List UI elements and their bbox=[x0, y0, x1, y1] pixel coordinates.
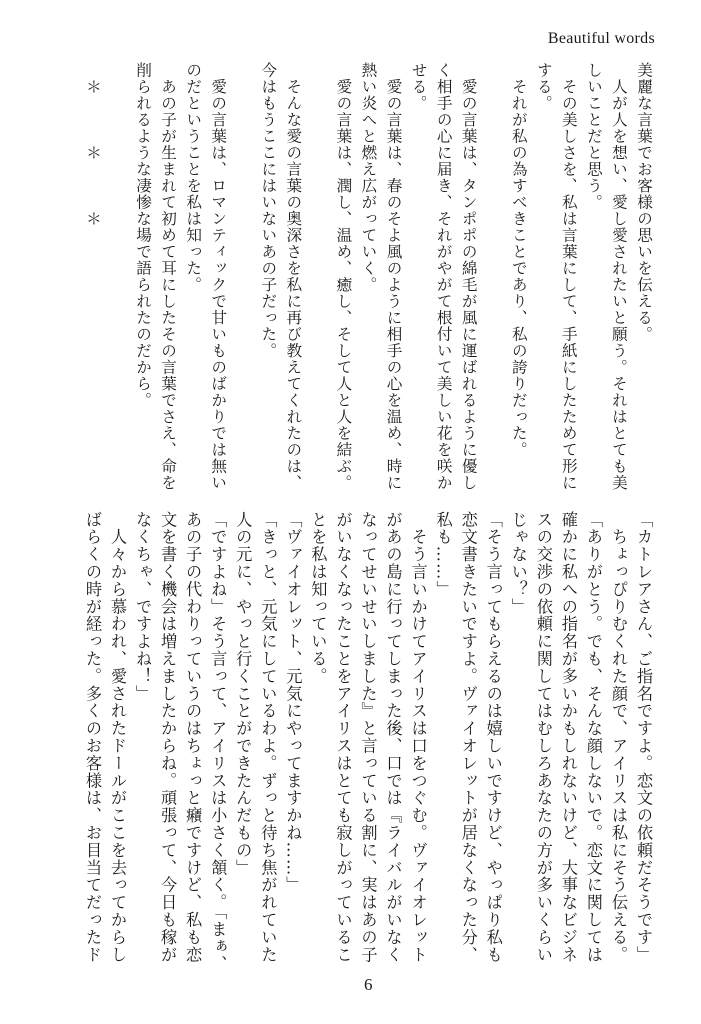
text-column: じゃない？」 bbox=[508, 511, 528, 616]
text-column: 人が人を想い、愛し愛されたいと願う。それはとても美 bbox=[609, 62, 628, 491]
text-column: ばらくの時が経った。多くのお客様は、お目当てだったド bbox=[82, 511, 102, 964]
bottom-text-tier bbox=[80, 511, 656, 981]
text-column: 文を書く機会は増えましたからね。頑張って、今日も稼が bbox=[158, 511, 178, 964]
text-column: ちょっぴりむくれた顔で、アイリスは私にそう伝える。 bbox=[608, 511, 628, 964]
text-column: せる。 bbox=[409, 62, 428, 112]
text-column bbox=[305, 62, 330, 482]
text-column: 「ですよね」そう言って、アイリスは小さく頷く。「まぁ、 bbox=[208, 511, 228, 973]
text-column: 熱い炎へと燃え広がっていく。 bbox=[359, 62, 378, 293]
text-column: 愛の言葉は、春のそよ風のように相手の心を温め、時に bbox=[384, 62, 403, 491]
text-column: 人の元に、やっと行くことができたんだもの」 bbox=[233, 511, 253, 877]
text-column: 人々から慕われ、愛されたドールがここを去ってからし bbox=[108, 511, 128, 964]
top-text-tier bbox=[80, 62, 656, 491]
text-column bbox=[230, 62, 255, 482]
text-column: 「ありがとう。でも、そんな顔しないで。恋文に関しては bbox=[583, 511, 603, 964]
text-column: 恋文書きたいですよ。ヴァイオレットが居なくなった分、 bbox=[458, 511, 478, 964]
text-column: とを私は知っている。 bbox=[308, 511, 328, 685]
text-column: 「きっと、元気にしているわよ。ずっと待ち焦がれていた bbox=[258, 511, 278, 964]
text-column: 確かに私への指名が多いかもしれないけど、大事なビジネ bbox=[558, 511, 578, 964]
text-column: その美しさを、私は言葉にして、手紙にしたためて形に bbox=[559, 62, 578, 491]
text-column: 美麗な言葉でお客様の思いを伝える。 bbox=[635, 62, 653, 343]
text-column: があの島に行ってしまった後、口では『ライバルがいなく bbox=[383, 511, 403, 964]
text-column: 削られるような凄惨な場で語られたのだから。 bbox=[134, 62, 153, 409]
text-column: ＊ ＊ ＊ bbox=[83, 62, 102, 227]
text-column: く相手の心に届き、それがやがて根付いて美しい花を咲か bbox=[434, 62, 453, 491]
running-title: Beautiful words bbox=[547, 30, 655, 47]
text-column: しいことだと思う。 bbox=[584, 62, 603, 211]
text-column bbox=[481, 62, 506, 482]
text-column bbox=[105, 62, 130, 482]
text-column: あの子の代わりっていうのはちょっと癪ですけど、私も恋 bbox=[183, 511, 203, 964]
text-column: のだということを私は知った。 bbox=[184, 62, 203, 293]
text-column: 「ヴァイオレット、元気にやってますかね……」 bbox=[283, 511, 303, 894]
text-column: 「そう言ってもらえるのは嬉しいですけど、やっぱり私も bbox=[483, 511, 503, 964]
text-column: 今はもうここにはいないあの子だった。 bbox=[259, 62, 278, 359]
text-column: がいなくなったことをアイリスはとても寂しがっているこ bbox=[333, 511, 353, 964]
text-column: それが私の為すべきことであり、私の誇りだった。 bbox=[509, 62, 528, 458]
text-column: あの子が生まれて初めて耳にしたその言葉でさえ、命を bbox=[159, 62, 178, 491]
text-column: する。 bbox=[534, 62, 553, 112]
text-column: なってせいせいしました』と言っている割に、実はあの子 bbox=[358, 511, 378, 964]
text-column: 愛の言葉は、ロマンティックで甘いものばかりでは無い bbox=[209, 62, 228, 491]
text-column: そう言いかけてアイリスは口をつぐむ。ヴァイオレット bbox=[408, 511, 428, 964]
text-column: スの交渉の依頼に関してはむしろあなたの方が多いくらい bbox=[533, 511, 553, 964]
text-column: 私も……」 bbox=[433, 511, 453, 598]
text-column: 愛の言葉は、タンポポの綿毛が風に運ばれるように優し bbox=[459, 62, 478, 491]
text-column: そんな愛の言葉の奥深さを私に再び教えてくれたのは、 bbox=[284, 62, 303, 491]
text-column: 愛の言葉は、潤し、温め、癒し、そして人と人を結ぶ。 bbox=[334, 62, 353, 491]
text-column: 「カトレアさん、ご指名ですよ。恋文の依頼だそうです」 bbox=[634, 511, 653, 964]
text-column: なくちゃ、ですよね！」 bbox=[133, 511, 153, 703]
page-number: 6 bbox=[364, 975, 373, 994]
